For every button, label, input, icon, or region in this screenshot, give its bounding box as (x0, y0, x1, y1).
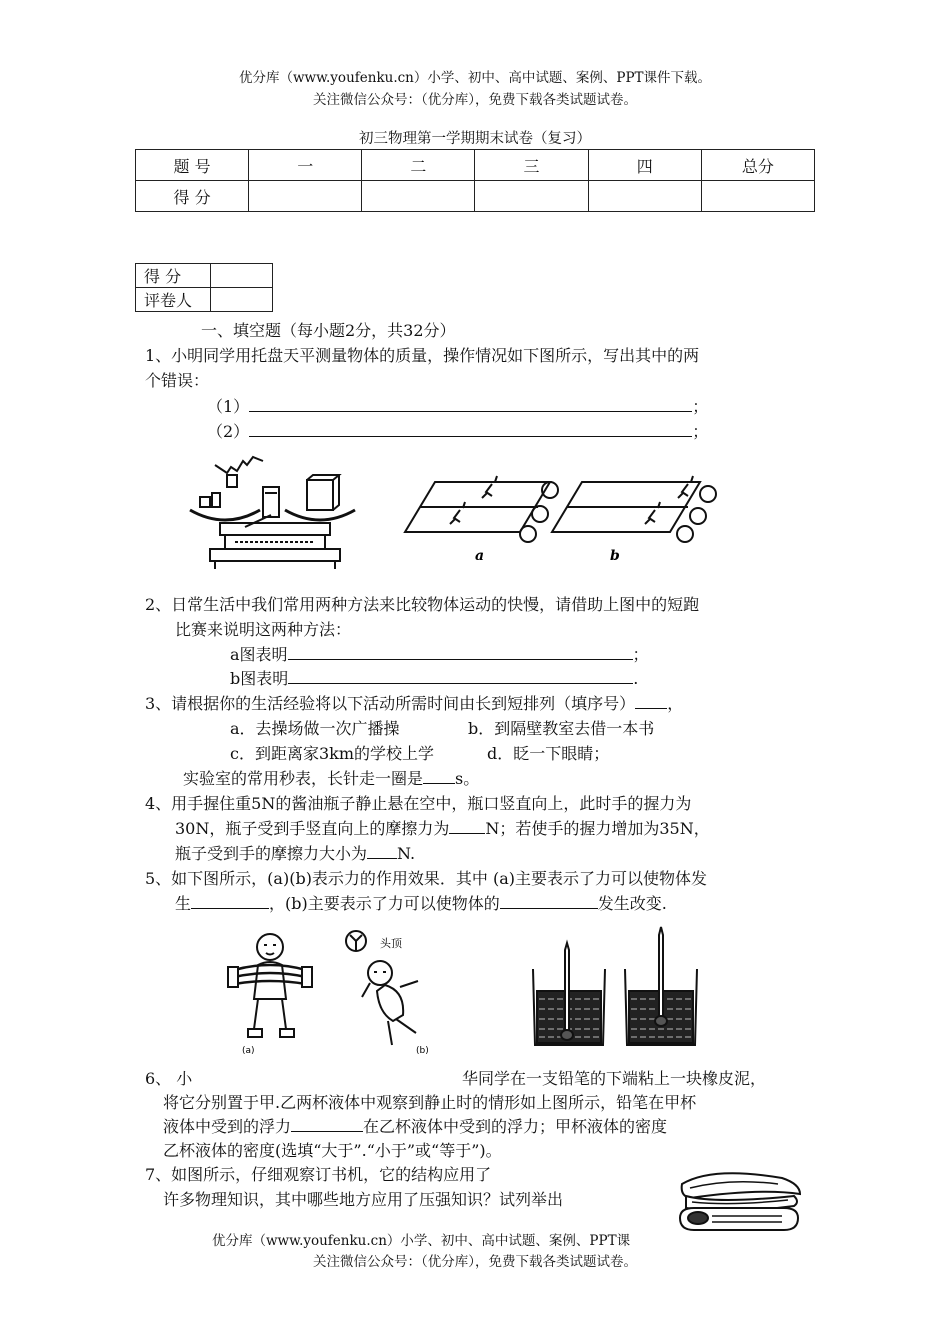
q1-blank-1 (207, 394, 708, 417)
q2-text-line-1: 2、日常生活中我们常用两种方法来比较物体运动的快慢，请借助上图中的短跑 (145, 595, 700, 614)
q4-text: N；若使手的握力增加为35N， (485, 819, 710, 838)
q1-blank-2 (207, 419, 708, 442)
answer-blank[interactable] (635, 694, 667, 709)
score-table-empty-cell (475, 181, 588, 212)
balance-scale-figure (185, 455, 365, 575)
grader-score-label: 得 分 (136, 264, 211, 288)
beakers-pencil-figure (525, 925, 705, 1050)
q6-text-line-1-start: 6、 小 (145, 1069, 193, 1088)
answer-blank[interactable] (288, 645, 633, 660)
q4-text: N. (397, 844, 416, 863)
header-line-1: 优分库（www.youfenku.cn）小学、初中、高中试题、案例、PPT课件下载。 (238, 70, 712, 86)
q1-blank-1-end: ； (692, 397, 709, 416)
q2-text-line-2: 比赛来说明这两种方法： (175, 620, 352, 639)
q5-text: ，(b)主要表示了力可以使物体的 (269, 894, 500, 913)
score-table-cell: 一 (249, 150, 362, 181)
q3-option-c: c．到距离家3km的学校上学 (230, 744, 435, 763)
answer-blank[interactable] (249, 422, 692, 437)
figure-caption-a: (a) (242, 1046, 255, 1056)
q4-text: 30N，瓶子受到手竖直向上的摩擦力为 (175, 819, 450, 838)
q1-text-line-2: 个错误： (145, 371, 210, 390)
q5-text: 生 (175, 894, 192, 913)
grader-box (135, 263, 273, 312)
score-table-score-row (136, 181, 815, 212)
q4-text-line-3 (175, 841, 415, 864)
q6-text-line-2: 将它分别置于甲.乙两杯液体中观察到静止时的情形如上图所示，铅笔在甲杯 (163, 1093, 697, 1112)
q2-blank-a (230, 642, 649, 665)
q4-text-line-1: 4、用手握住重5N的酱油瓶子静止悬在空中，瓶口竖直向上，此时手的握力为 (145, 794, 692, 813)
exam-title: 初三物理第一学期期末试卷（复习） (359, 131, 591, 147)
grader-name-label: 评卷人 (136, 288, 211, 312)
q3-option-b: b．到隔壁教室去借一本书 (468, 719, 655, 738)
footer-line-1: 优分库（www.youfenku.cn）小学、初中、高中试题、案例、PPT课 (212, 1233, 631, 1249)
q2-blank-b-end: . (633, 669, 639, 688)
q1-text-line-1: 1、小明同学用托盘天平测量物体的质量，操作情况如下图所示，写出其中的两 (145, 346, 700, 365)
figure-label-a: a (475, 548, 485, 564)
grader-score-cell (211, 264, 273, 288)
q2-blank-b (230, 666, 638, 689)
answer-blank[interactable] (500, 894, 598, 909)
q2-blank-a-end: ； (632, 645, 649, 664)
footer-line-2: 关注微信公众号：（优分库），免费下载各类试题试卷。 (313, 1254, 637, 1270)
answer-blank[interactable] (249, 397, 692, 412)
q3-stopwatch-unit: s。 (455, 769, 480, 788)
q3-stopwatch-text: 实验室的常用秒表，长针走一圈是 (183, 769, 424, 788)
grader-name-cell (211, 288, 273, 312)
answer-blank[interactable] (449, 819, 485, 834)
q3-text-end: ， (667, 694, 684, 713)
q6-text: 在乙杯液体中受到的浮力；甲杯液体的密度 (363, 1117, 668, 1136)
figure-label-b: b (610, 548, 620, 564)
q6-text-line-4: 乙杯液体的密度(选填“大于”.“小于”或“等于”)。 (163, 1141, 502, 1160)
q3-option-d: d．眨一下眼睛； (487, 744, 610, 763)
q1-blank-1-label: （1） (207, 397, 250, 416)
score-table-empty-cell (249, 181, 362, 212)
score-table-header-row (136, 150, 815, 181)
header-label-head: 头顶 (380, 937, 402, 950)
q2-blank-a-label: a图表明 (230, 645, 288, 664)
score-table-cell: 三 (475, 150, 588, 181)
q5-text-line-1: 5、如下图所示，(a)(b)表示力的作用效果．其中 (a)主要表示了力可以使物体发 (145, 869, 708, 888)
score-table-cell: 总分 (701, 150, 814, 181)
answer-blank[interactable] (291, 1117, 363, 1132)
section-1-title: 一、填空题（每小题2分，共32分） (201, 321, 456, 340)
stapler-figure (672, 1162, 807, 1247)
q1-blank-2-label: （2） (207, 422, 250, 441)
answer-blank[interactable] (423, 769, 455, 784)
q3-option-a: a．去操场做一次广播操 (230, 719, 400, 738)
score-table-cell: 得 分 (136, 181, 249, 212)
score-table-empty-cell (701, 181, 814, 212)
q3-text: 3、请根据你的生活经验将以下活动所需时间由长到短排列（填序号） (145, 694, 636, 713)
score-table-cell: 四 (588, 150, 701, 181)
answer-blank[interactable] (288, 669, 633, 684)
q1-blank-2-end: ； (692, 422, 709, 441)
sprint-race-figure (400, 470, 730, 570)
q7-text-line-1: 7、如图所示，仔细观察订书机，它的结构应用了 (145, 1165, 492, 1184)
q3-text-line-1 (145, 691, 683, 714)
score-table (135, 149, 815, 212)
score-table-empty-cell (362, 181, 475, 212)
score-table-cell: 题 号 (136, 150, 249, 181)
answer-blank[interactable] (191, 894, 269, 909)
force-effects-figure (220, 925, 450, 1060)
q4-text: 瓶子受到手的摩擦力大小为 (175, 844, 368, 863)
answer-blank[interactable] (367, 844, 397, 859)
q5-text: 发生改变. (597, 894, 667, 913)
q4-text-line-2 (175, 816, 710, 839)
q5-text-line-2 (175, 891, 667, 914)
score-table-empty-cell (588, 181, 701, 212)
q3-text-line-2 (183, 766, 479, 789)
q6-text-line-3 (163, 1114, 667, 1137)
figure-caption-b: (b) (416, 1046, 429, 1056)
header-line-2: 关注微信公众号：（优分库），免费下载各类试题试卷。 (313, 92, 637, 108)
q6-text: 液体中受到的浮力 (163, 1117, 292, 1136)
q7-text-line-2: 许多物理知识，其中哪些地方应用了压强知识？试列举出 (163, 1190, 564, 1209)
score-table-cell: 二 (362, 150, 475, 181)
q6-text-line-1-end: 华同学在一支铅笔的下端粘上一块橡皮泥， (462, 1069, 767, 1088)
q2-blank-b-label: b图表明 (230, 669, 289, 688)
